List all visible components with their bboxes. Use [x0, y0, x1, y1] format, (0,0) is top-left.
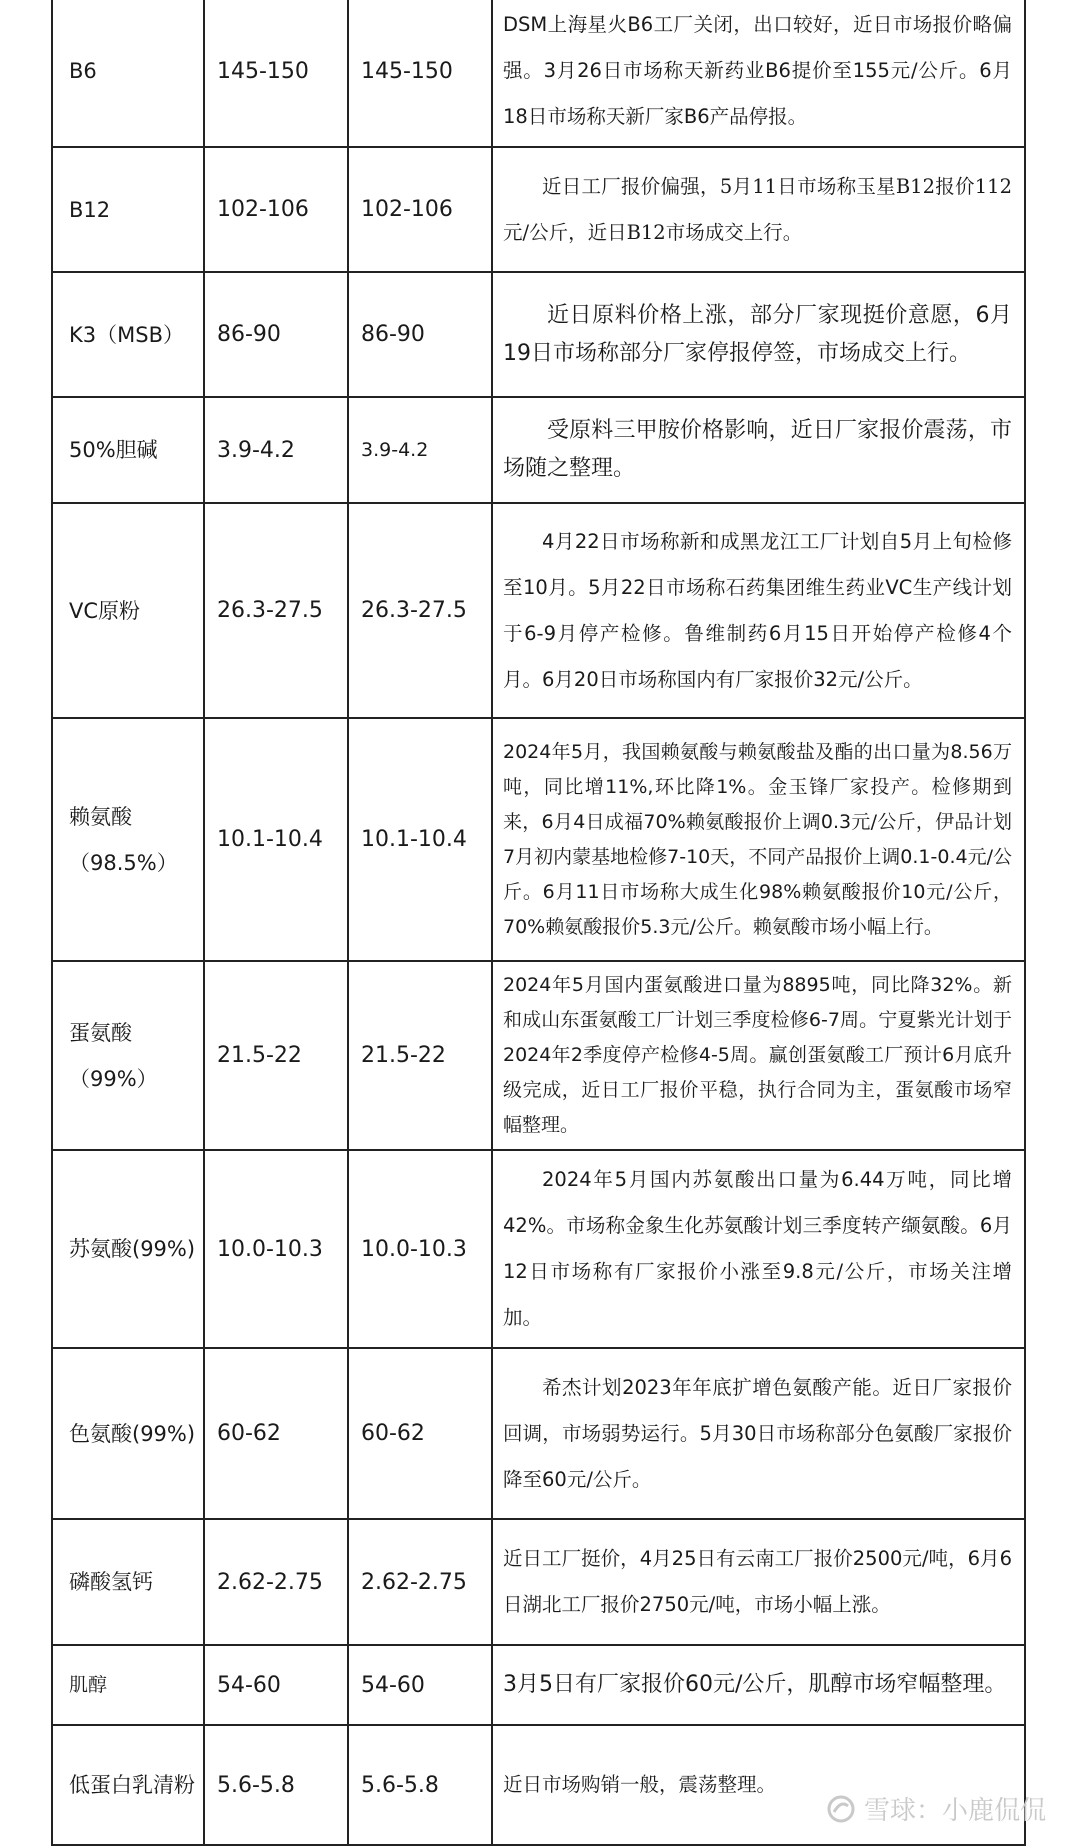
market-note: 2024年5月，我国赖氨酸与赖氨酸盐及酯的出口量为8.56万吨，同比增11%,环比降1%。金玉锋厂家投产。检修期到来，6月4日成福70%赖氨酸报价上调0.3元/公斤，伊品计划7月初内蒙基地检修7-10天，不同产品报价上调0.1-0.4元/公斤。6月11日市场称大成生化98%赖氨酸报价10元/公斤，70%赖氨酸报价5.3元/公斤。赖氨酸市场小幅上行。: [492, 718, 1025, 961]
product-name: B6: [52, 0, 204, 147]
price-cell-2: 26.3-27.5: [348, 503, 492, 718]
price-cell-1: 86-90: [204, 272, 348, 397]
price-cell-2: 145-150: [348, 0, 492, 147]
table-row: [52, 503, 1025, 718]
watermark: [826, 1790, 1046, 1827]
product-name: 磷酸氢钙: [52, 1519, 204, 1645]
market-note: 3月5日有厂家报价60元/公斤，肌醇市场窄幅整理。: [492, 1645, 1025, 1725]
table-row: [52, 718, 1025, 961]
price-cell-1: 10.1-10.4: [204, 718, 348, 961]
table-row: [52, 1645, 1025, 1725]
product-name: 蛋氨酸（99%）: [52, 961, 204, 1150]
price-cell-2: 10.1-10.4: [348, 718, 492, 961]
table-row: [52, 272, 1025, 397]
table-row: [52, 1348, 1025, 1519]
table-row: [52, 1519, 1025, 1645]
product-name: 色氨酸(99%): [52, 1348, 204, 1519]
price-cell-1: 54-60: [204, 1645, 348, 1725]
product-name: 苏氨酸(99%): [52, 1150, 204, 1348]
market-note: 2024年5月国内蛋氨酸进口量为8895吨，同比降32%。新和成山东蛋氨酸工厂计划三季度检修6-7周。宁夏紫光计划于2024年2季度停产检修4-5周。赢创蛋氨酸工厂预计6月底升级完成，近日工厂报价平稳，执行合同为主，蛋氨酸市场窄幅整理。: [492, 961, 1025, 1150]
price-cell-1: 3.9-4.2: [204, 397, 348, 503]
watermark-text: 雪球：小鹿侃侃: [863, 1796, 1046, 1826]
table-row: [52, 0, 1025, 147]
table-row: [52, 397, 1025, 503]
product-name: 50%胆碱: [52, 397, 204, 503]
price-cell-1: 21.5-22: [204, 961, 348, 1150]
market-note: 近日市场购销一般，震荡整理。: [492, 1725, 1025, 1845]
product-name: K3（MSB）: [52, 272, 204, 397]
price-cell-1: 102-106: [204, 147, 348, 272]
market-note: 近日工厂挺价，4月25日有云南工厂报价2500元/吨，6月6日湖北工厂报价2750元/吨，市场小幅上涨。: [492, 1519, 1025, 1645]
market-note: 4月22日市场称新和成黑龙江工厂计划自5月上旬检修至10月。5月22日市场称石药集团维生药业VC生产线计划于6-9月停产检修。鲁维制药6月15日开始停产检修4个月。6月20日市场称国内有厂家报价32元/公斤。: [492, 503, 1025, 718]
market-note: 2024年5月国内苏氨酸出口量为6.44万吨，同比增42%。市场称金象生化苏氨酸计划三季度转产缬氨酸。6月12日市场称有厂家报价小涨至9.8元/公斤，市场关注增加。: [492, 1150, 1025, 1348]
price-cell-1: 60-62: [204, 1348, 348, 1519]
price-cell-1: 10.0-10.3: [204, 1150, 348, 1348]
price-cell-2: 54-60: [348, 1645, 492, 1725]
table-row: [52, 1150, 1025, 1348]
price-cell-1: 5.6-5.8: [204, 1725, 348, 1845]
product-name: B12: [52, 147, 204, 272]
market-note: 受原料三甲胺价格影响，近日厂家报价震荡，市场随之整理。: [492, 397, 1025, 503]
price-cell-2: 3.9-4.2: [348, 397, 492, 503]
product-name: 肌醇: [52, 1645, 204, 1725]
price-cell-1: 145-150: [204, 0, 348, 147]
price-cell-2: 2.62-2.75: [348, 1519, 492, 1645]
price-cell-2: 21.5-22: [348, 961, 492, 1150]
table-row: [52, 961, 1025, 1150]
product-name: VC原粉: [52, 503, 204, 718]
table-row: [52, 147, 1025, 272]
price-cell-2: 102-106: [348, 147, 492, 272]
price-table: [51, 0, 1026, 1846]
price-cell-1: 2.62-2.75: [204, 1519, 348, 1645]
product-name: 低蛋白乳清粉: [52, 1725, 204, 1845]
market-note: DSM上海星火B6工厂关闭，出口较好，近日市场报价略偏强。3月26日市场称天新药业B6提价至155元/公斤。6月18日市场称天新厂家B6产品停报。: [492, 0, 1025, 147]
price-cell-1: 26.3-27.5: [204, 503, 348, 718]
market-note: 近日原料价格上涨，部分厂家现挺价意愿，6月19日市场称部分厂家停报停签，市场成交上行。: [492, 272, 1025, 397]
price-cell-2: 5.6-5.8: [348, 1725, 492, 1845]
table-row: [52, 1725, 1025, 1845]
market-note: 近日工厂报价偏强，5月11日市场称玉星B12报价112元/公斤，近日B12市场成交上行。: [492, 147, 1025, 272]
price-cell-2: 10.0-10.3: [348, 1150, 492, 1348]
market-note: 希杰计划2023年年底扩增色氨酸产能。近日厂家报价回调，市场弱势运行。5月30日市场称部分色氨酸厂家报价降至60元/公斤。: [492, 1348, 1025, 1519]
product-name: 赖氨酸（98.5%）: [52, 718, 204, 961]
price-cell-2: 86-90: [348, 272, 492, 397]
price-cell-2: 60-62: [348, 1348, 492, 1519]
snowball-logo-icon: [826, 1794, 856, 1824]
